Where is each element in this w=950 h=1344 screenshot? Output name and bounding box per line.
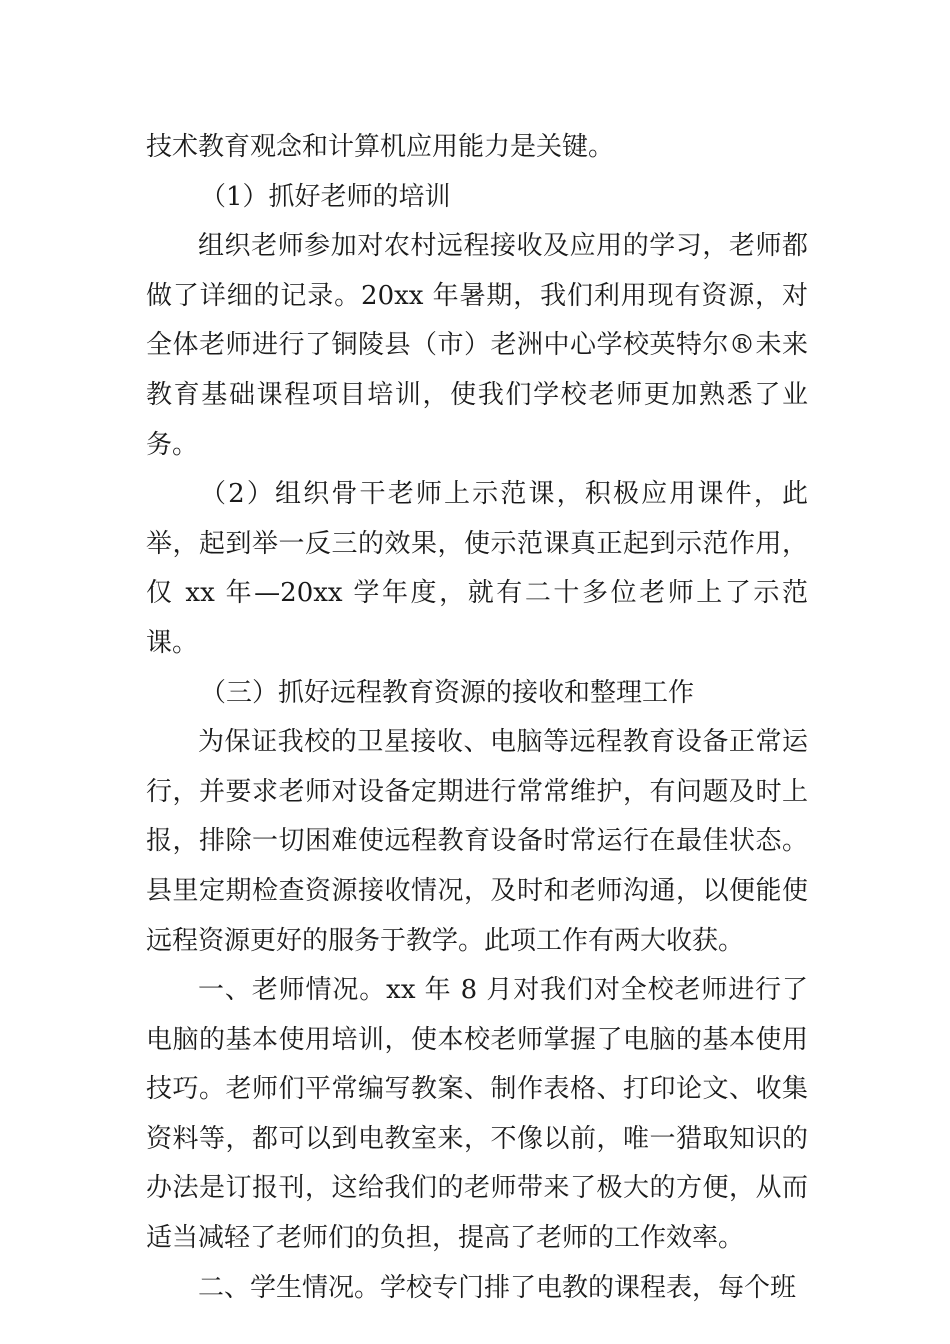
paragraph-5-heading: （三）抓好远程教育资源的接收和整理工作 — [200, 677, 695, 708]
paragraph-1: 技术教育观念和计算机应用能力是关键。 — [146, 132, 615, 162]
paragraph-4: （2）组织骨干老师上示范课，积极应用课件，此举，起到举一反三的效果，使示范课真正起到示范作用，仅 xx 年—20xx 学年度，就有二十多位老师上了示范课。 — [146, 479, 808, 658]
paragraph-3: 组织老师参加对农村远程接收及应用的学习，老师都做了详细的记录。20xx 年暑期，我们利用现有资源，对全体老师进行了铜陵县（市）老洲中心学校英特尔®未来教育基础课程项目培训，使我们学校老师更加熟悉了业务。 — [146, 231, 808, 460]
paragraph-7: 一、老师情况。xx 年 8 月对我们对全校老师进行了电脑的基本使用培训，使本校老师掌握了电脑的基本使用技巧。老师们平常编写教案、制作表格、打印论文、收集资料等，都可以到电教室来，不像以前，唯一猎取知识的办法是订报刊，这给我们的老师带来了极大的方便，从而适当减轻了老师们的负担，提高了老师的工作效率。 — [146, 975, 808, 1254]
paragraph-6: 为保证我校的卫星接收、电脑等远程教育设备正常运行，并要求老师对设备定期进行常常维护，有问题及时上报，排除一切困难使远程教育设备时常运行在最佳状态。县里定期检查资源接收情况，及时和老师沟通，以便能使远程资源更好的服务于教学。此项工作有两大收获。 — [146, 727, 808, 956]
paragraph-8: 二、学生情况。学校专门排了电教的课程表，每个班 — [198, 1272, 797, 1303]
paragraph-2-heading: （1）抓好老师的培训 — [200, 181, 451, 212]
document-body — [146, 123, 808, 1313]
